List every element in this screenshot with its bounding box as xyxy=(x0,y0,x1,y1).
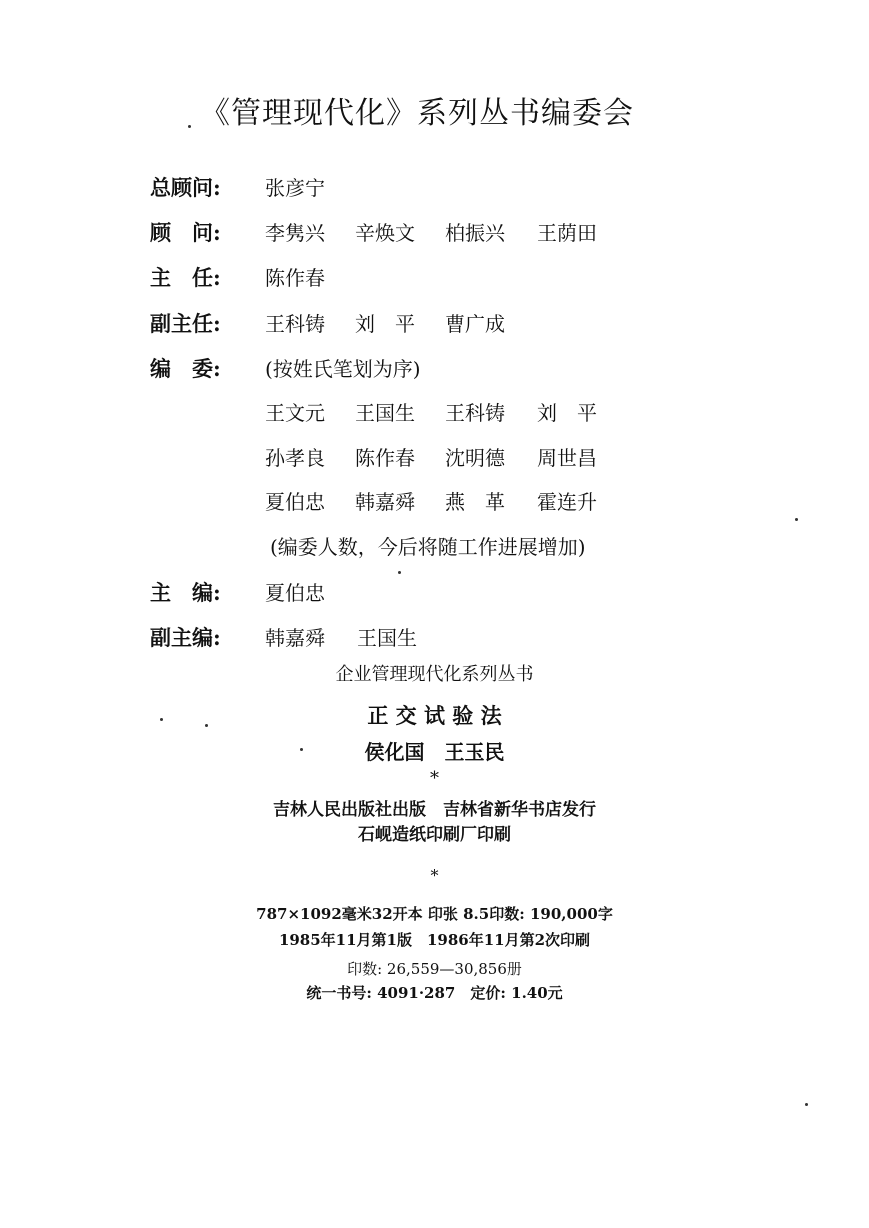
name: 王文元 xyxy=(265,401,325,425)
name: 刘 平 xyxy=(355,312,415,336)
vice-directors-label: 副主任: xyxy=(150,311,221,336)
name: 王国生 xyxy=(355,401,415,425)
scan-speck xyxy=(300,748,303,751)
name: 霍连升 xyxy=(537,490,597,514)
series-name: 企业管理现代化系列丛书 xyxy=(335,664,534,685)
members-label: 编 委: xyxy=(150,356,221,381)
deputy-chief-editors-names xyxy=(0,622,869,652)
chief-advisor-label: 总顾问: xyxy=(150,175,221,200)
name: 周世昌 xyxy=(537,446,597,470)
scan-speck xyxy=(398,571,401,574)
scan-speck xyxy=(795,518,798,521)
isbn-and-price: 统一书号: 4091·287 定价: 1.40元 xyxy=(306,984,563,1002)
name: 韩嘉舜 xyxy=(355,490,415,514)
advisors-label: 顾 问: xyxy=(150,220,221,245)
name: 燕 革 xyxy=(445,490,505,514)
edition-info: 1985年11月第1版 1986年11月第2次印刷 xyxy=(278,931,591,949)
name: 夏伯忠 xyxy=(265,581,325,605)
name: 李隽兴 xyxy=(265,221,325,245)
name: 柏振兴 xyxy=(445,221,505,245)
name: 刘 平 xyxy=(537,401,597,425)
printer-line: 石岘造纸印刷厂印刷 xyxy=(358,825,511,845)
advisors-names xyxy=(0,217,869,247)
director-label: 主 任: xyxy=(150,265,221,290)
separator-asterisk-2: * xyxy=(430,866,439,885)
scan-speck xyxy=(205,724,208,727)
name: 夏伯忠 xyxy=(265,490,325,514)
book-title: 正 交 试 验 法 xyxy=(367,703,502,728)
publisher-line: 吉林人民出版社出版 吉林省新华书店发行 xyxy=(273,800,596,820)
name: 王荫田 xyxy=(537,221,597,245)
scan-speck xyxy=(805,1103,808,1106)
scan-speck xyxy=(188,125,191,128)
name: 王国生 xyxy=(357,626,417,650)
book-authors: 侯化国 王玉民 xyxy=(364,740,505,764)
director-names xyxy=(0,262,869,292)
members-row xyxy=(0,442,869,472)
members-row xyxy=(0,486,869,516)
name: 沈明德 xyxy=(445,446,505,470)
name: 韩嘉舜 xyxy=(265,626,325,650)
name: 王科铸 xyxy=(445,401,505,425)
name: 辛焕文 xyxy=(355,221,415,245)
chief-advisor-names xyxy=(0,172,869,202)
deputy-chief-editors-label: 副主编: xyxy=(150,625,221,650)
scan-speck xyxy=(160,718,163,721)
committee-title: 《管理现代化》系列丛书编委会 xyxy=(200,96,634,131)
members-order-note: (按姓氏笔划为序) xyxy=(265,357,421,381)
name: 孙孝良 xyxy=(265,446,325,470)
name: 张彦宁 xyxy=(265,176,325,200)
name: 王科铸 xyxy=(265,312,325,336)
name: 曹广成 xyxy=(445,312,505,336)
chief-editor-names xyxy=(0,577,869,607)
chief-editor-label: 主 编: xyxy=(150,580,221,605)
print-run: 印数: 26,559—30,856册 xyxy=(347,960,522,978)
members-note: (编委人数，今后将随工作进展增加) xyxy=(270,535,586,559)
separator-asterisk: * xyxy=(430,768,439,789)
name: 陈作春 xyxy=(265,266,325,290)
vice-directors-names xyxy=(0,308,869,338)
book-specs: 787×1092毫米32开本 印张 8.5印数: 190,000字 xyxy=(256,905,613,923)
members-row xyxy=(0,397,869,427)
name: 陈作春 xyxy=(355,446,415,470)
